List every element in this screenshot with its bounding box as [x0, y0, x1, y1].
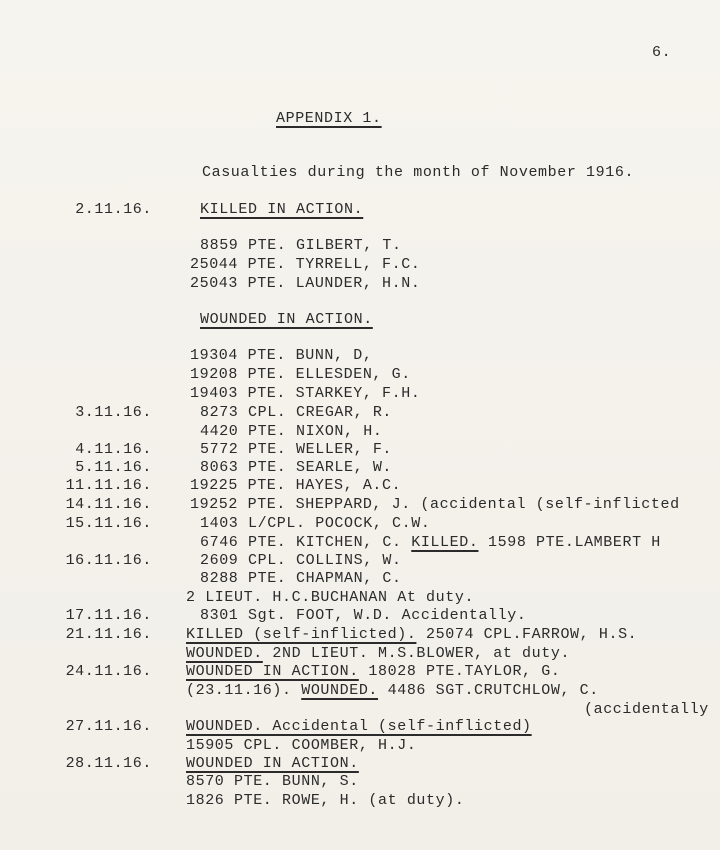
- entry-text: 8859 PTE. GILBERT, T.: [200, 237, 402, 254]
- entry-text: 25043 PTE. LAUNDER, H.N.: [190, 275, 421, 292]
- casualty-entry: [200, 459, 392, 477]
- entry-text: 8063 PTE. SEARLE, W.: [200, 459, 393, 476]
- entry-date: 14.11.16.: [65, 496, 152, 513]
- subtitle: Casualties during the month of November 1916.: [202, 164, 635, 181]
- casualty-entry: [186, 792, 464, 810]
- entry-text: 2ND LIEUT. M.S.BLOWER, at duty.: [262, 645, 571, 662]
- casualty-entry: [190, 275, 420, 293]
- casualty-entry: [186, 755, 359, 773]
- entry-text: 25074 CPL.FARROW, H.S.: [416, 626, 638, 643]
- entry-date: 5.11.16.: [75, 459, 152, 476]
- entry-date: 16.11.16.: [65, 552, 152, 569]
- casualty-entry: [200, 404, 392, 422]
- casualty-entry: [200, 423, 382, 441]
- entry-text: 6746 PTE. KITCHEN, C.: [200, 534, 412, 551]
- entry-text: 19225 PTE. HAYES, A.C.: [190, 477, 402, 494]
- casualty-entry: [190, 347, 372, 365]
- underlined-heading: KILLED (self-inflicted).: [186, 626, 417, 643]
- casualty-entry: [186, 645, 570, 663]
- underlined-heading: KILLED.: [411, 534, 479, 551]
- entry-date: 27.11.16.: [65, 718, 152, 735]
- entry-text: 19304 PTE. BUNN, D,: [190, 347, 373, 364]
- entry-text: 1826 PTE. ROWE, H. (at duty).: [186, 792, 465, 809]
- entry-date: 28.11.16.: [65, 755, 152, 772]
- casualty-entry: [200, 441, 392, 459]
- entry-text: 2 LIEUT. H.C.BUCHANAN At duty.: [186, 589, 475, 606]
- entry-text: 8301 Sgt. FOOT, W.D. Accidentally.: [200, 607, 527, 624]
- casualty-entry: [186, 663, 560, 681]
- entry-date: 11.11.16.: [65, 477, 152, 494]
- entry-date: 2.11.16.: [75, 201, 152, 218]
- entry-text: 8273 CPL. CREGAR, R.: [200, 404, 393, 421]
- casualty-entry: [200, 534, 661, 552]
- entry-text: 5772 PTE. WELLER, F.: [200, 441, 393, 458]
- entry-text: 25044 PTE. TYRRELL, F.C.: [190, 256, 421, 273]
- casualty-entry: [190, 385, 420, 403]
- casualty-entry: [186, 773, 359, 791]
- casualty-entry: [200, 201, 363, 219]
- casualty-entry: [190, 496, 680, 514]
- entry-text: 18028 PTE.TAYLOR, G.: [358, 663, 561, 680]
- entry-text: (accidentally: [584, 701, 709, 718]
- entry-text: 4420 PTE. NIXON, H.: [200, 423, 383, 440]
- entry-date: 3.11.16.: [75, 404, 152, 421]
- casualty-entry: [200, 607, 526, 625]
- entry-text: 19403 PTE. STARKEY, F.H.: [190, 385, 421, 402]
- entry-date: 4.11.16.: [75, 441, 152, 458]
- underlined-heading: KILLED IN ACTION.: [200, 201, 364, 218]
- entry-text: (23.11.16).: [186, 682, 302, 699]
- entry-text: 8570 PTE. BUNN, S.: [186, 773, 359, 790]
- casualty-entry: [200, 237, 402, 255]
- casualty-entry: [190, 477, 401, 495]
- underlined-heading: WOUNDED IN ACTION.: [186, 663, 359, 680]
- casualty-entry: [200, 552, 402, 570]
- casualty-entry: [186, 626, 637, 644]
- casualty-entry: [200, 311, 373, 329]
- casualty-entry: [190, 256, 420, 274]
- entry-text: 1598 PTE.LAMBERT H: [478, 534, 661, 551]
- casualty-entry: [584, 701, 709, 719]
- casualty-entry: [186, 682, 599, 700]
- entry-date: 17.11.16.: [65, 607, 152, 624]
- entry-date: 15.11.16.: [65, 515, 152, 532]
- entry-date: 24.11.16.: [65, 663, 152, 680]
- underlined-heading: WOUNDED.: [186, 645, 263, 662]
- entry-text: 19252 PTE. SHEPPARD, J. (accidental (self-inflicted: [190, 496, 680, 513]
- entry-text: 8288 PTE. CHAPMAN, C.: [200, 570, 402, 587]
- underlined-heading: WOUNDED IN ACTION.: [200, 311, 373, 328]
- underlined-heading: WOUNDED IN ACTION.: [186, 755, 359, 772]
- underlined-heading: WOUNDED. Accidental (self-inflicted): [186, 718, 532, 735]
- underlined-heading: WOUNDED.: [301, 682, 379, 699]
- casualty-entry: [190, 366, 411, 384]
- casualty-entry: [186, 718, 532, 736]
- page-title: APPENDIX 1.: [276, 110, 382, 127]
- entry-text: 1403 L/CPL. POCOCK, C.W.: [200, 515, 431, 532]
- entry-date: 21.11.16.: [65, 626, 152, 643]
- casualty-entry: [186, 737, 416, 755]
- casualty-entry: [200, 515, 430, 533]
- casualty-entry: [200, 570, 402, 588]
- page-number: 6.: [652, 44, 672, 61]
- entry-text: 15905 CPL. COOMBER, H.J.: [186, 737, 417, 754]
- entry-text: 19208 PTE. ELLESDEN, G.: [190, 366, 411, 383]
- entry-text: 2609 CPL. COLLINS, W.: [200, 552, 402, 569]
- entry-text: 4486 SGT.CRUTCHLOW, C.: [378, 682, 599, 699]
- casualty-entry: [186, 589, 474, 607]
